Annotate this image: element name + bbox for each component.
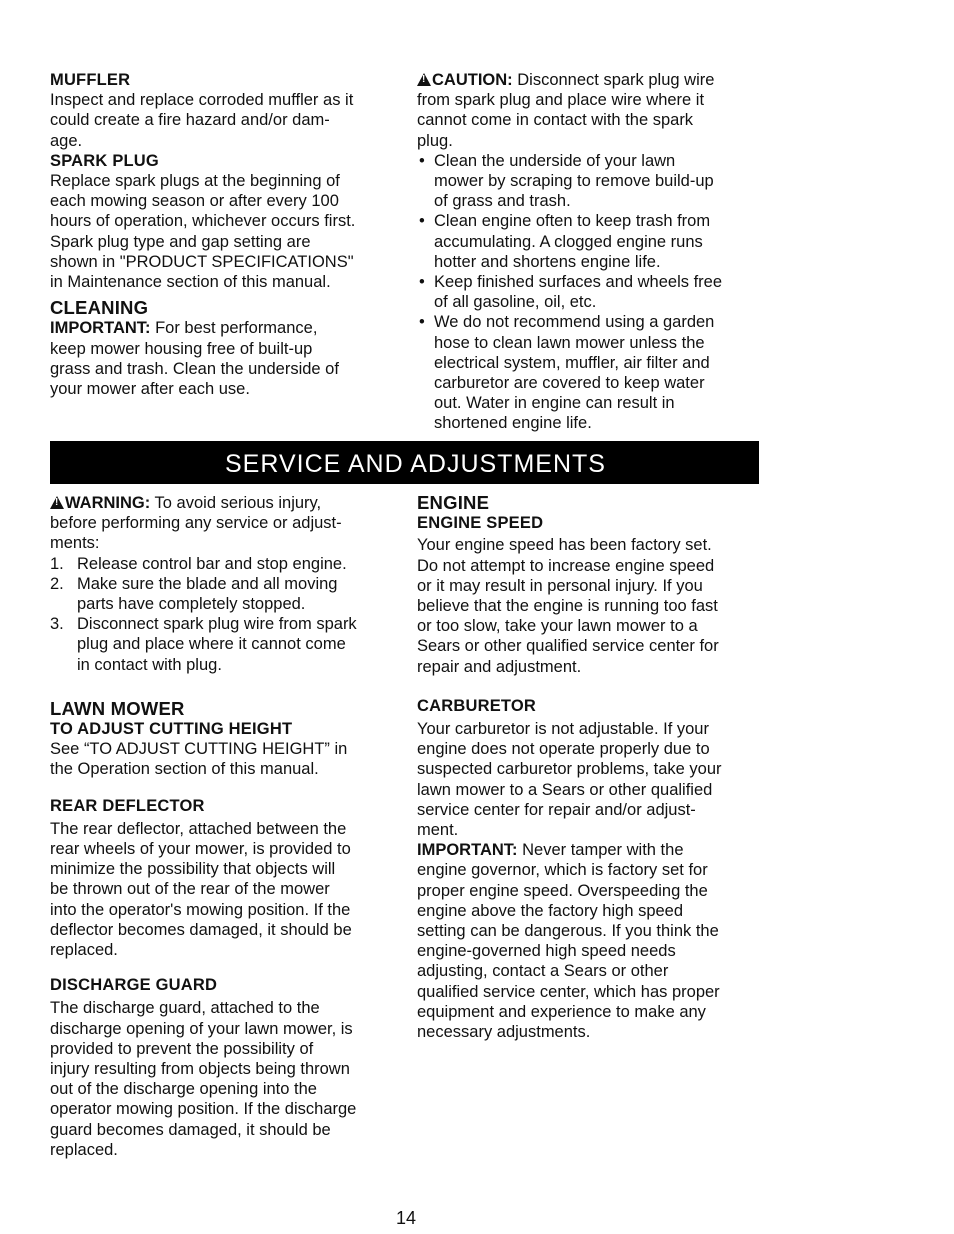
muffler-text (50, 90, 400, 151)
text-line: accumulating. A clogged engine runs (434, 232, 703, 251)
text-line: Sears or other qualified service center for (417, 637, 719, 656)
step-number: 3. (50, 615, 64, 634)
warning-label: WARNING: (65, 494, 151, 512)
text-line: • We do not recommend using a garden (434, 313, 715, 332)
text-line: Release control bar and stop engine. (77, 554, 347, 573)
engine-heading: ENGINE (417, 492, 490, 513)
text-line: cannot come in contact with the spark (417, 111, 694, 130)
text-line: in contact with plug. (77, 655, 222, 674)
list-item (417, 151, 762, 212)
text-span: To avoid serious injury, (150, 494, 322, 512)
list-item (417, 272, 762, 312)
text-line: out of the discharge opening into the (50, 1080, 317, 1099)
warning-notice (50, 493, 400, 554)
text-line: provided to prevent the possibility of (50, 1039, 314, 1058)
text-line: adjusting, contact a Sears or other (417, 962, 669, 981)
rear-deflector-heading: REAR DEFLECTOR (50, 796, 205, 815)
text-line: carburetor are covered to keep water (434, 374, 705, 393)
text-line: repair and adjustment. (417, 657, 582, 676)
text-line: or it may result in personal injury. If you (417, 576, 703, 595)
cleaning-bullets (417, 151, 762, 434)
text-line: plug and place where it cannot come (77, 635, 346, 654)
caution-notice (417, 70, 762, 151)
text-span: Never tamper with the (517, 841, 684, 860)
left-top-column (50, 70, 400, 399)
text-line: grass and trash. Clean the underside of (50, 359, 339, 378)
left-bottom-column (50, 493, 400, 1160)
page-number: 14 (396, 1208, 417, 1228)
text-line: engine-governed high speed needs (417, 942, 676, 961)
text-line: mower by scraping to remove build-up (434, 172, 714, 191)
step-number: 1. (50, 554, 64, 573)
text-line: The rear deflector, attached between the (50, 819, 347, 838)
text-line: suspected carburetor problems, take your (417, 760, 722, 779)
lawn-mower-heading: LAWN MOWER (50, 697, 185, 719)
cutting-height-text (50, 739, 400, 779)
text-line: replaced. (50, 1140, 118, 1159)
text-span: Disconnect spark plug wire (512, 71, 715, 89)
text-line: Replace spark plugs at the beginning of (50, 172, 340, 191)
carburetor-text (417, 719, 762, 1042)
text-line: rear wheels of your mower, is provided to (50, 840, 351, 859)
text-line: keep mower housing free of built-up (50, 339, 313, 358)
rear-deflector-text (50, 819, 400, 960)
text-line: deflector becomes damaged, it should be (50, 920, 352, 939)
text-line: each mowing season or after every 100 (50, 192, 339, 211)
spark-plug-heading: SPARK PLUG (50, 151, 159, 170)
text-line: shortened engine life. (434, 414, 592, 433)
text-line: parts have completely stopped. (77, 595, 306, 614)
text-line: age. (50, 131, 83, 150)
text-line (50, 493, 400, 513)
text-line: service center for repair and/or adjust- (417, 800, 696, 819)
caution-label: CAUTION: (432, 71, 513, 89)
discharge-guard-text (50, 998, 400, 1160)
right-bottom-column (417, 493, 762, 1042)
text-line: plug. (417, 131, 453, 150)
text-line: injury resulting from objects being thrown (50, 1060, 350, 1079)
cleaning-text (50, 318, 400, 399)
muffler-heading: MUFFLER (50, 71, 131, 89)
text-line: guard becomes damaged, it should be (50, 1120, 331, 1139)
text-line: electrical system, muffler, air filter and (434, 353, 710, 372)
warning-triangle-icon (417, 73, 431, 86)
text-line: Inspect and replace corroded muffler as it (50, 91, 354, 110)
text-line: shown in "PRODUCT SPECIFICATIONS" (50, 252, 354, 271)
text-line: minimize the possibility that objects will (50, 860, 336, 879)
text-line: be thrown out of the rear of the mower (50, 880, 330, 899)
text-line: could create a fire hazard and/or dam- (50, 111, 330, 130)
text-line: ments: (50, 534, 100, 553)
warning-steps (50, 554, 400, 675)
text-line: Disconnect spark plug wire from spark (77, 615, 357, 634)
text-line: from spark plug and place wire where it (417, 91, 705, 110)
text-line: engine above the factory high speed (417, 901, 684, 920)
text-line: or too slow, take your lawn mower to a (417, 617, 698, 636)
text-line (417, 840, 762, 860)
text-line: your mower after each use. (50, 380, 250, 399)
text-line: engine does not operate properly due to (417, 740, 710, 759)
list-item (50, 554, 400, 574)
list-item (417, 211, 762, 272)
text-line: The discharge guard, attached to the (50, 999, 320, 1018)
text-span: For best performance, (150, 319, 318, 338)
list-item (50, 574, 400, 614)
text-line: into the operator's mowing position. If the (50, 900, 351, 919)
text-line: Your engine speed has been factory set. (417, 536, 712, 555)
text-line: equipment and experience to make any (417, 1002, 706, 1021)
text-line: replaced. (50, 941, 118, 960)
text-line: Your carburetor is not adjustable. If your (417, 720, 709, 739)
banner-title: SERVICE AND ADJUSTMENTS (225, 450, 606, 478)
important-label: IMPORTANT: (50, 319, 151, 338)
carburetor-heading: CARBURETOR (417, 696, 537, 715)
right-top-column (417, 70, 762, 434)
text-line: hotter and shortens engine life. (434, 252, 661, 271)
text-line: Make sure the blade and all moving (77, 574, 338, 593)
text-line: proper engine speed. Overspeeding the (417, 881, 708, 900)
text-line: necessary adjustments. (417, 1023, 591, 1042)
text-line: ment. (417, 821, 459, 840)
text-line: operator mowing position. If the discharge (50, 1100, 357, 1119)
important-label: IMPORTANT: (417, 841, 518, 860)
discharge-guard-heading: DISCHARGE GUARD (50, 976, 218, 995)
step-number: 2. (50, 574, 64, 593)
text-line: out. Water in engine can result in (434, 394, 675, 413)
text-line: hose to clean lawn mower unless the (434, 333, 705, 352)
text-line: Do not attempt to increase engine speed (417, 556, 715, 575)
text-line: of all gasoline, oil, etc. (434, 293, 597, 312)
cleaning-heading: CLEANING (50, 297, 149, 319)
text-line (50, 318, 400, 338)
text-line: before performing any service or adjust- (50, 514, 342, 533)
list-item (417, 312, 762, 433)
engine-speed-heading: ENGINE SPEED (417, 514, 544, 533)
text-line: setting can be dangerous. If you think the (417, 922, 719, 941)
text-line: of grass and trash. (434, 192, 571, 211)
spark-plug-text (50, 171, 400, 292)
text-line: hours of operation, whichever occurs first. (50, 212, 356, 231)
text-line: See “TO ADJUST CUTTING HEIGHT” in (50, 740, 348, 759)
text-line: engine governor, which is factory set for (417, 861, 708, 880)
list-item (50, 614, 400, 675)
text-line: the Operation section of this manual. (50, 760, 319, 779)
text-line (417, 70, 762, 90)
text-line: • Keep finished surfaces and wheels free (434, 273, 723, 292)
text-line: Spark plug type and gap setting are (50, 232, 311, 251)
engine-speed-text (417, 535, 762, 676)
text-line: • Clean the underside of your lawn (434, 151, 676, 170)
text-line: • Clean engine often to keep trash from (434, 212, 711, 231)
text-line: lawn mower to a Sears or other qualified (417, 780, 713, 799)
warning-triangle-icon (50, 496, 64, 509)
text-line: believe that the engine is running too fast (417, 597, 718, 616)
text-line: qualified service center, which has proper (417, 982, 720, 1001)
text-line: in Maintenance section of this manual. (50, 273, 331, 292)
cutting-height-heading: TO ADJUST CUTTING HEIGHT (50, 720, 293, 739)
text-line: discharge opening of your lawn mower, is (50, 1019, 353, 1038)
section-banner (50, 441, 759, 484)
